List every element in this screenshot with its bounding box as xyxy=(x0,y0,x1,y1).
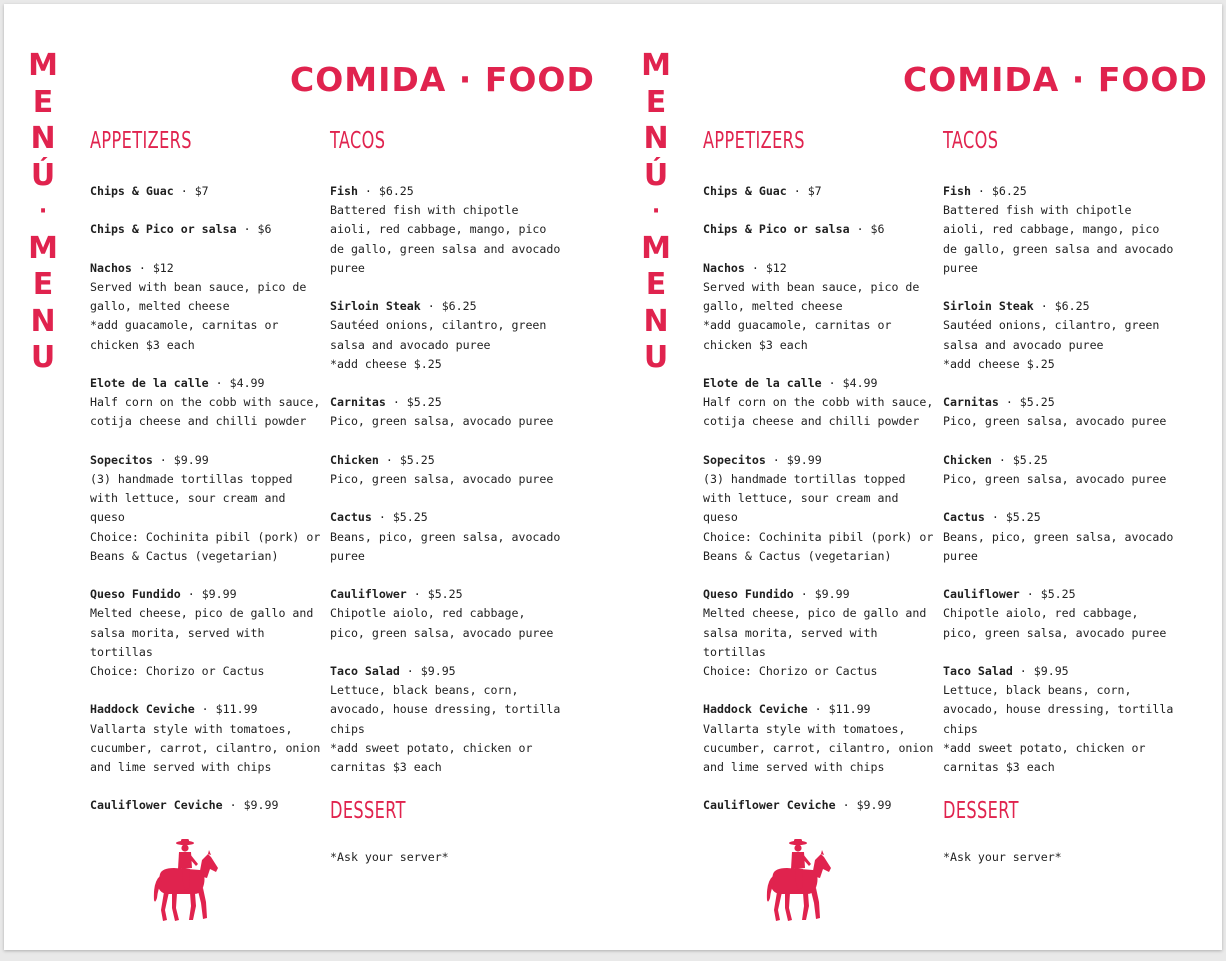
menu-item xyxy=(703,451,935,566)
item-description: Pico, green salsa, avocado puree xyxy=(330,472,554,486)
item-name: Fish xyxy=(330,184,358,198)
item-price: · $6.25 xyxy=(1033,299,1090,314)
item-price: · $9.95 xyxy=(1012,663,1069,678)
menu-item xyxy=(943,393,1179,431)
menu-item xyxy=(330,508,566,566)
vertical-title-letter: N xyxy=(30,303,56,339)
item-name: Nachos xyxy=(90,260,132,275)
item-description: *add sweet potato, chicken or carnitas $3 each xyxy=(943,740,1146,774)
item-price: · $7 xyxy=(786,184,822,198)
item-price: · $5.25 xyxy=(1019,587,1076,602)
menu-item xyxy=(703,220,935,239)
item-description: Battered fish with chipotle aioli, red cabbage, mango, pico de gallo, green salsa and avocado puree xyxy=(943,203,1174,275)
vertical-title-letter: U xyxy=(643,340,669,375)
item-description: *add sweet potato, chicken or carnitas $3 each xyxy=(330,740,533,774)
item-description: Pico, green salsa, avocado puree xyxy=(943,414,1167,429)
menu-item xyxy=(703,182,935,201)
item-description: Lettuce, black beans, corn, avocado, house dressing, tortilla chips xyxy=(943,683,1174,736)
vertical-title-letter: M xyxy=(641,230,671,266)
item-price: · $9.99 xyxy=(180,587,237,602)
vertical-title-letter: N xyxy=(643,303,669,339)
item-name: Chips & Pico or salsa xyxy=(703,222,850,237)
vertical-menu-title xyxy=(28,48,58,377)
menu-item xyxy=(943,585,1179,643)
item-description: (3) handmade tortillas topped with lettuce, sour cream and queso xyxy=(703,471,906,525)
tacos-list xyxy=(943,182,1179,777)
item-name: Chicken xyxy=(330,452,379,467)
item-name: Cauliflower Ceviche xyxy=(703,798,836,813)
appetizers-list xyxy=(90,182,322,816)
menu-item xyxy=(330,393,566,431)
vertical-title-letter: E xyxy=(645,267,667,302)
item-price: · $6 xyxy=(849,222,885,237)
menu-item xyxy=(943,297,1179,374)
vertical-title-letter: U xyxy=(30,340,56,375)
item-name: Cactus xyxy=(943,510,985,525)
item-description: Served with bean sauce, pico de gallo, melted cheese xyxy=(703,279,920,314)
dessert-heading: DESSERT xyxy=(330,798,406,825)
item-name: Sirloin Steak xyxy=(330,299,421,314)
appetizers-list xyxy=(703,182,935,816)
vertical-title-letter: M xyxy=(28,48,58,83)
item-name: Haddock Ceviche xyxy=(90,702,195,717)
item-price: · $5.25 xyxy=(991,452,1048,467)
horse-rider-icon xyxy=(765,838,837,924)
vertical-title-letter: Ú xyxy=(30,157,56,193)
item-name: Nachos xyxy=(703,260,745,275)
vertical-title-letter: M xyxy=(28,230,58,266)
menu-item xyxy=(90,700,322,777)
menu-item xyxy=(330,451,566,489)
item-description: Served with bean sauce, pico de gallo, melted cheese xyxy=(90,279,307,314)
menu-page xyxy=(4,4,613,950)
appetizers-heading: APPETIZERS xyxy=(703,128,805,154)
item-name: Sirloin Steak xyxy=(943,299,1034,314)
menu-item xyxy=(703,585,935,681)
item-description: Sautéed onions, cilantro, green salsa and avocado puree xyxy=(330,318,547,352)
item-name: Haddock Ceviche xyxy=(703,702,808,717)
item-name: Queso Fundido xyxy=(90,587,181,602)
item-price: · $5.25 xyxy=(406,587,463,602)
food-title: COMIDA · FOOD xyxy=(903,60,1208,99)
vertical-title-letter: E xyxy=(32,84,54,120)
item-price: · $9.99 xyxy=(222,798,279,813)
item-price: · $9.95 xyxy=(399,663,456,678)
item-price: · $4.99 xyxy=(821,375,878,390)
dessert-note: *Ask your server* xyxy=(943,850,1062,865)
item-description: Chipotle aiolo, red cabbage, pico, green salsa, avocado puree xyxy=(330,606,554,640)
item-price: · $4.99 xyxy=(208,375,265,390)
vertical-title-letter: Ú xyxy=(643,157,669,193)
menu-item xyxy=(943,182,1179,278)
item-price: · $11.99 xyxy=(194,702,258,717)
item-description: Vallarta style with tomatoes, cucumber, carrot, cilantro, onion and lime served with chips xyxy=(90,721,321,774)
item-name: Cactus xyxy=(330,510,372,525)
menu-item xyxy=(943,662,1179,777)
menu-document xyxy=(4,4,1222,950)
vertical-title-letter: E xyxy=(645,84,667,120)
menu-item xyxy=(703,796,935,815)
item-price: · $5.25 xyxy=(998,395,1055,410)
item-price: · $12 xyxy=(131,260,174,275)
item-name: Chips & Guac xyxy=(703,184,787,198)
item-price: · $11.99 xyxy=(807,702,871,717)
item-price: · $5.25 xyxy=(385,395,442,410)
item-description: *add guacamole, carnitas or chicken $3 each xyxy=(90,318,279,352)
menu-item xyxy=(90,796,322,815)
menu-item xyxy=(90,451,322,566)
menu-item xyxy=(330,585,566,643)
item-price: · $5.25 xyxy=(371,510,428,525)
appetizers-heading: APPETIZERS xyxy=(90,128,192,154)
item-description: Vallarta style with tomatoes, cucumber, carrot, cilantro, onion and lime served with chips xyxy=(703,721,934,774)
food-title: COMIDA · FOOD xyxy=(290,60,595,99)
item-description: Melted cheese, pico de gallo and salsa morita, served with tortillas xyxy=(90,606,314,659)
item-name: Sopecitos xyxy=(703,452,766,467)
item-name: Carnitas xyxy=(330,395,386,410)
item-name: Chicken xyxy=(943,452,992,467)
item-price: · $5.25 xyxy=(378,452,435,467)
item-description: Sautéed onions, cilantro, green salsa and avocado puree xyxy=(943,318,1160,352)
item-name: Queso Fundido xyxy=(703,587,794,602)
item-name: Chips & Pico or salsa xyxy=(90,222,237,237)
item-price: · $12 xyxy=(744,260,787,275)
item-description: Half corn on the cobb with sauce, cotija cheese and chilli powder xyxy=(90,395,321,429)
item-description: Pico, green salsa, avocado puree xyxy=(330,414,554,429)
item-name: Elote de la calle xyxy=(90,375,209,390)
item-description: *add cheese $.25 xyxy=(330,356,442,371)
item-description: Choice: Chorizo or Cactus xyxy=(90,664,265,678)
item-description: Battered fish with chipotle aioli, red cabbage, mango, pico de gallo, green salsa and avocado puree xyxy=(330,203,561,275)
appetizers-column xyxy=(703,126,935,835)
menu-item xyxy=(330,182,566,278)
item-description: Half corn on the cobb with sauce, cotija cheese and chilli powder xyxy=(703,395,934,429)
menu-item xyxy=(703,374,935,432)
item-name: Taco Salad xyxy=(943,663,1013,678)
menu-item xyxy=(703,700,935,777)
tacos-heading: TACOS xyxy=(943,128,999,154)
item-price: · $6.25 xyxy=(357,184,414,198)
item-name: Sopecitos xyxy=(90,452,153,467)
item-price: · $9.99 xyxy=(152,452,209,467)
menu-item xyxy=(943,508,1179,566)
vertical-title-letter: N xyxy=(30,121,56,156)
menu-item xyxy=(330,297,566,374)
item-description: *add cheese $.25 xyxy=(943,356,1055,371)
item-name: Cauliflower Ceviche xyxy=(90,798,223,813)
menu-item xyxy=(90,585,322,681)
tacos-heading: TACOS xyxy=(330,128,386,154)
menu-item xyxy=(90,182,322,201)
item-description: (3) handmade tortillas topped with lettuce, sour cream and queso xyxy=(90,471,293,525)
item-name: Chips & Guac xyxy=(90,184,174,198)
vertical-title-letter: E xyxy=(32,267,54,302)
menu-item xyxy=(330,662,566,777)
item-description: Beans, pico, green salsa, avocado puree xyxy=(943,529,1174,563)
item-description: Choice: Cochinita pibil (pork) or Beans & Cactus (vegetarian) xyxy=(90,529,321,563)
horse-rider-icon xyxy=(152,838,224,924)
dessert-note: *Ask your server* xyxy=(330,850,449,865)
item-name: Taco Salad xyxy=(330,663,400,678)
item-name: Elote de la calle xyxy=(703,375,822,390)
item-description: Choice: Cochinita pibil (pork) or Beans & Cactus (vegetarian) xyxy=(703,529,934,563)
vertical-title-letter: · xyxy=(38,199,48,224)
item-price: · $9.99 xyxy=(793,587,850,602)
item-description: Choice: Chorizo or Cactus xyxy=(703,664,878,678)
item-price: · $9.99 xyxy=(765,452,822,467)
tacos-list xyxy=(330,182,566,777)
item-description: Chipotle aiolo, red cabbage, pico, green salsa, avocado puree xyxy=(943,606,1167,640)
tacos-column xyxy=(943,126,1179,868)
item-description: Melted cheese, pico de gallo and salsa morita, served with tortillas xyxy=(703,606,927,659)
appetizers-column xyxy=(90,126,322,835)
menu-item xyxy=(703,259,935,355)
vertical-title-letter: M xyxy=(641,48,671,83)
item-price: · $6.25 xyxy=(420,299,477,314)
item-name: Fish xyxy=(943,184,971,198)
tacos-column xyxy=(330,126,566,868)
item-description: Beans, pico, green salsa, avocado puree xyxy=(330,529,561,563)
item-price: · $7 xyxy=(173,184,209,198)
menu-item xyxy=(90,220,322,239)
menu-page-duplicate xyxy=(617,4,1226,950)
item-price: · $9.99 xyxy=(835,798,892,813)
item-price: · $6.25 xyxy=(970,184,1027,198)
vertical-menu-title xyxy=(641,48,671,377)
menu-item xyxy=(943,451,1179,489)
item-name: Cauliflower xyxy=(943,587,1020,602)
dessert-heading: DESSERT xyxy=(943,798,1019,825)
item-description: *add guacamole, carnitas or chicken $3 each xyxy=(703,318,892,352)
item-description: Pico, green salsa, avocado puree xyxy=(943,472,1167,486)
item-price: · $6 xyxy=(236,222,272,237)
menu-item xyxy=(90,374,322,432)
item-name: Carnitas xyxy=(943,395,999,410)
item-price: · $5.25 xyxy=(984,510,1041,525)
vertical-title-letter: · xyxy=(651,199,661,224)
vertical-title-letter: N xyxy=(643,121,669,156)
item-description: Lettuce, black beans, corn, avocado, house dressing, tortilla chips xyxy=(330,683,561,736)
menu-item xyxy=(90,259,322,355)
item-name: Cauliflower xyxy=(330,587,407,602)
